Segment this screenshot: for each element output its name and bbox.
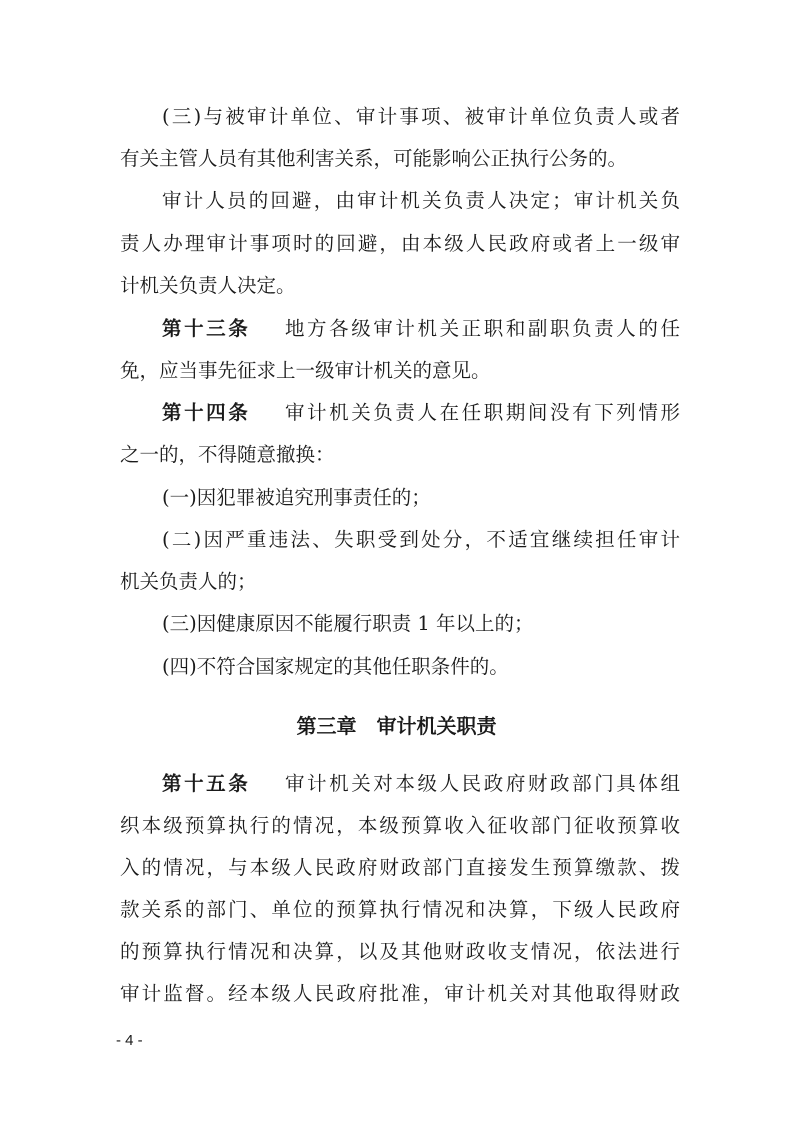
body-line: 责人办理审计事项时的回避，由本级人民政府或者上一级审 [120, 232, 680, 255]
article-text: 地方各级审计机关正职和副职负责人的任 [282, 317, 680, 340]
article-14-line [162, 401, 680, 425]
article-15-line [162, 772, 680, 796]
article-label: 第十五条 [162, 772, 251, 795]
body-line: 审计监督。经本级人民政府批准，审计机关对其他取得财政 [120, 982, 680, 1005]
body-line: 机关负责人的； [120, 570, 257, 593]
body-line: 织本级预算执行的情况，本级预算收入征收部门征收预算收 [120, 814, 680, 837]
body-line: 审计人员的回避，由审计机关负责人决定；审计机关负 [162, 189, 680, 212]
body-line: 款关系的部门、单位的预算执行情况和决算，下级人民政府 [120, 898, 680, 921]
body-line: 免，应当事先征求上一级审计机关的意见。 [120, 359, 491, 382]
body-line: 有关主管人员有其他利害关系，可能影响公正执行公务的。 [120, 147, 628, 170]
body-line: (三)与被审计单位、审计事项、被审计单位负责人或者 [162, 105, 680, 128]
article-text: 审计机关负责人在任职期间没有下列情形 [282, 401, 680, 424]
body-line: 计机关负责人决定。 [120, 274, 296, 297]
article-13-line [162, 317, 680, 341]
body-line: 入的情况，与本级人民政府财政部门直接发生预算缴款、拨 [120, 856, 680, 879]
body-line: (四)不符合国家规定的其他任职条件的。 [162, 655, 509, 678]
chapter-heading: 第三章 审计机关职责 [296, 714, 497, 738]
body-line: 之一的，不得随意撤换： [120, 443, 335, 466]
body-line: (一)因犯罪被追究刑事责任的； [162, 486, 431, 509]
article-label: 第十三条 [162, 317, 251, 340]
article-text: 审计机关对本级人民政府财政部门具体组 [282, 772, 680, 795]
body-line: 的预算执行情况和决算，以及其他财政收支情况，依法进行 [120, 940, 680, 963]
article-label: 第十四条 [162, 401, 251, 424]
body-line: (二)因严重违法、失职受到处分，不适宜继续担任审计 [162, 528, 680, 551]
body-line: (三)因健康原因不能履行职责 1 年以上的； [162, 612, 534, 635]
page-number: - 4 - [116, 1032, 143, 1049]
